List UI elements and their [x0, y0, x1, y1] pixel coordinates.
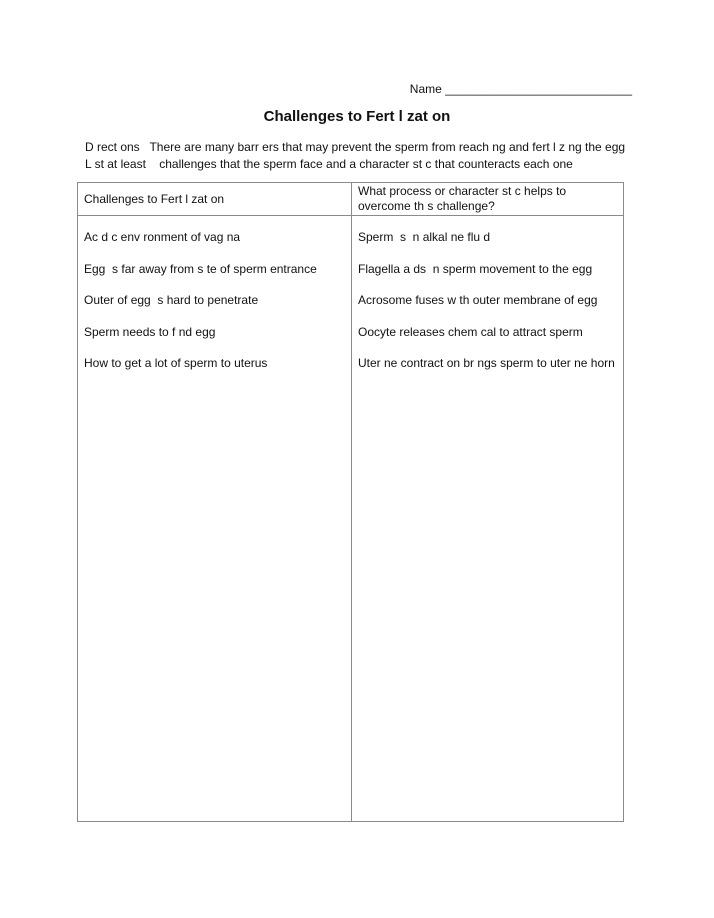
- solution-cell: Uter ne contract on br ngs sperm to uter ne horn: [358, 356, 615, 370]
- directions: [85, 139, 645, 173]
- name-field-label: Name ____________________________: [409, 82, 632, 96]
- challenge-cell: Egg s far away from s te of sperm entrance: [84, 261, 317, 276]
- challenge-cell: Sperm needs to f nd egg: [84, 324, 216, 339]
- table-row: [78, 325, 623, 357]
- directions-line-1: D rect ons There are many barr ers that may prevent the sperm from reach ng and fert l z ng the egg: [85, 140, 626, 154]
- table-header-challenges: Challenges to Fert l zat on: [84, 192, 225, 206]
- solution-cell: Acrosome fuses w th outer membrane of egg: [358, 293, 598, 307]
- table-row: [78, 230, 623, 262]
- table-row: [78, 293, 623, 325]
- directions-line-2: L st at least challenges that the sperm face and a character st c that counteracts each one: [85, 157, 573, 171]
- challenges-table: [77, 182, 624, 822]
- page-title: Challenges to Fert l zat on: [263, 108, 451, 125]
- table-row: [78, 356, 623, 388]
- solution-cell: Flagella a ds n sperm movement to the egg: [358, 261, 593, 276]
- table-header-solutions: What process or character st c helps to overcome th s challenge?: [358, 184, 567, 213]
- solution-cell: Sperm s n alkal ne flu d: [358, 230, 491, 244]
- challenge-cell: Ac d c env ronment of vag na: [84, 230, 241, 244]
- header-divider: [78, 215, 623, 216]
- table-row: [78, 262, 623, 294]
- challenge-cell: Outer of egg s hard to penetrate: [84, 293, 259, 307]
- challenge-cell: How to get a lot of sperm to uterus: [84, 356, 268, 370]
- table-body: [78, 230, 623, 388]
- solution-cell: Oocyte releases chem cal to attract sperm: [358, 324, 583, 339]
